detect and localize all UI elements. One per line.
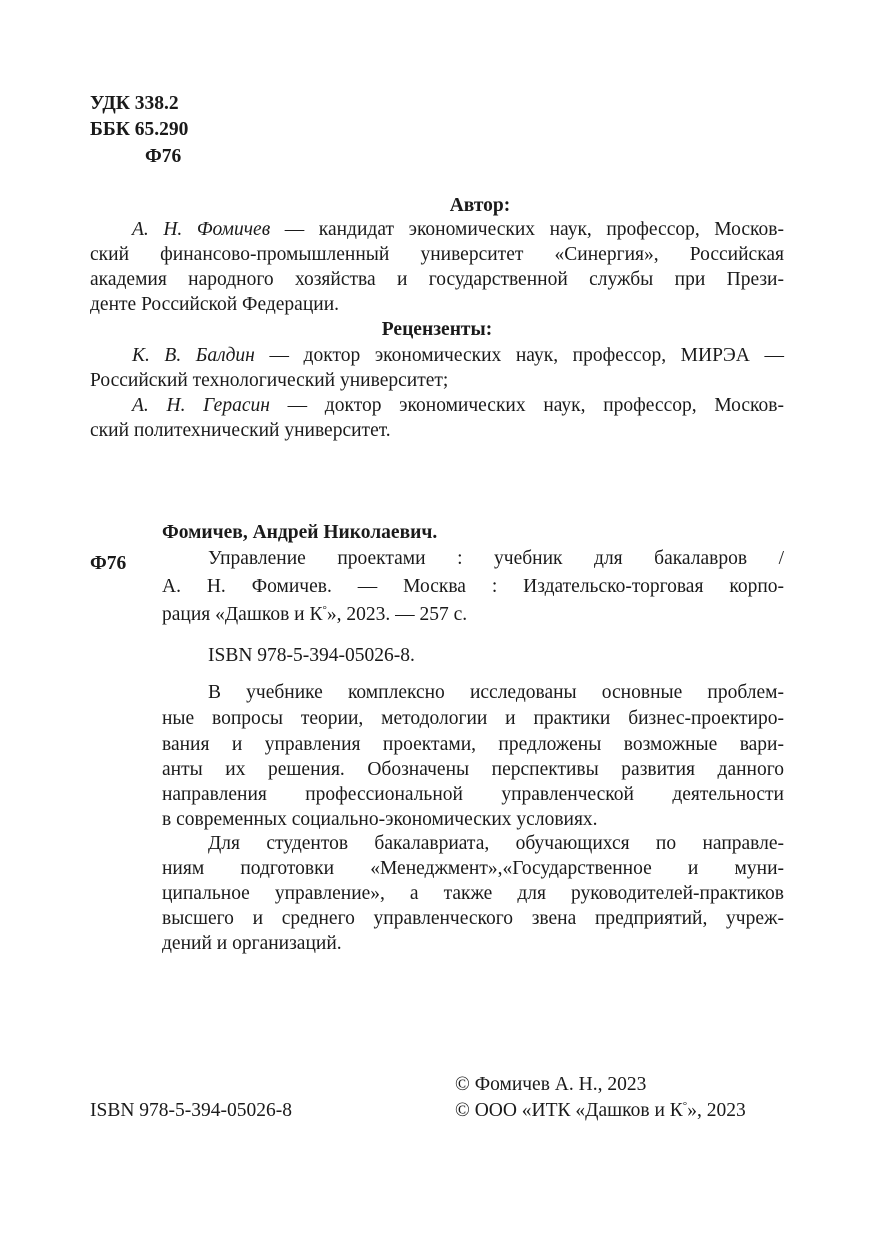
reviewer-2-line-2: ский политехнический университет.: [90, 420, 391, 441]
bbk-code: ББК 65.290: [90, 119, 189, 140]
reviewer-2-line-1: А. Н. Герасин — доктор экономических наук, профессор, Москов-: [132, 395, 784, 416]
footer-isbn: ISBN 978-5-394-05026-8: [90, 1100, 293, 1121]
card-mark: Ф76: [90, 553, 127, 574]
author-name: А. Н. Фомичев: [132, 219, 271, 240]
card-author-heading: Фомичев, Андрей Николаевич.: [162, 522, 438, 543]
abstract-p1-line-1: В учебнике комплексно исследованы основные проблем-: [208, 682, 784, 703]
author-line-2: ский финансово-промышленный университет «Синергия», Российская: [90, 244, 784, 265]
abstract-p2-line-5: дений и организаций.: [162, 933, 342, 954]
abstract-p1-line-5: направления профессиональной управленческой деятельности: [162, 784, 784, 805]
author-mark: Ф76: [145, 146, 182, 167]
abstract-p1-line-6: в современных социально-экономических условиях.: [162, 809, 598, 830]
author-line-1: А. Н. Фомичев — кандидат экономических наук, профессор, Москов-: [132, 219, 784, 240]
abstract-p2-line-4: высшего и среднего управленческого звена предприятий, учреж-: [162, 908, 784, 929]
degree-sign: °: [682, 1100, 688, 1112]
abstract-p1-line-3: вания и управления проектами, предложены возможные вари-: [162, 734, 784, 755]
copyright-publisher: © ООО «ИТК «Дашков и К°», 2023: [455, 1100, 746, 1121]
reviewer-2-name: А. Н. Герасин: [132, 395, 270, 416]
reviewers-heading: Рецензенты:: [381, 319, 493, 340]
abstract-p1-line-2: ные вопросы теории, методологии и практики бизнес-проектиро-: [162, 708, 784, 729]
card-title-line-3: рация «Дашков и К°», 2023. — 257 с.: [162, 604, 468, 625]
abstract-p2-line-2: ниям подготовки «Менеджмент»,«Государственное и муни-: [162, 858, 784, 879]
reviewer-1-name: К. В. Балдин: [132, 345, 255, 366]
abstract-p1-line-4: анты их решения. Обозначены перспективы развития данного: [162, 759, 784, 780]
author-line-4: денте Российской Федерации.: [90, 294, 340, 315]
abstract-p2-line-1: Для студентов бакалавриата, обучающихся по направле-: [208, 833, 784, 854]
copyright-author: © Фомичев А. Н., 2023: [455, 1074, 647, 1095]
udk-code: УДК 338.2: [90, 93, 179, 114]
degree-sign: °: [322, 604, 327, 616]
card-isbn: ISBN 978-5-394-05026-8.: [208, 645, 415, 666]
abstract-p2-line-3: ципальное управление», а также для руководителей-практиков: [162, 883, 784, 904]
reviewer-1-line-1: К. В. Балдин — доктор экономических наук, профессор, МИРЭА —: [132, 345, 784, 366]
author-heading: Автор:: [449, 195, 511, 216]
card-title-line-1: Управление проектами : учебник для бакалавров /: [208, 548, 784, 569]
author-line-3: академия народного хозяйства и государственной службы при Прези-: [90, 269, 784, 290]
reviewer-1-line-2: Российский технологический университет;: [90, 370, 449, 391]
card-title-line-2: А. Н. Фомичев. — Москва : Издательско-торговая корпо-: [162, 576, 784, 597]
